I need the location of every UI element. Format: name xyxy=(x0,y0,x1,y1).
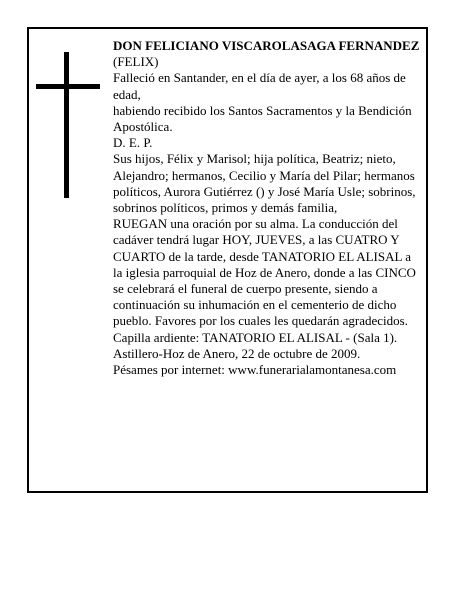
deceased-nickname: (FELIX) xyxy=(113,54,159,70)
rest-in-peace: D. E. P. xyxy=(113,135,153,151)
place-and-date: Astillero-Hoz de Anero, 22 de octubre de 2009. xyxy=(113,345,361,361)
death-announcement: Falleció en Santander, en el día de ayer, a los 68 años de edad, xyxy=(113,70,406,102)
cross-icon xyxy=(36,52,100,198)
condolences-link: Pésames por internet: www.funerarialamontanesa.com xyxy=(113,362,397,378)
family-members: Sus hijos, Félix y Marisol; hija política, Beatriz; nieto, Alejandro; hermanos, Cecilio y María del Pilar; hermanos políticos, Aurora Gutiérrez () y José María Usle; sobrinos, sobrinos políticos, primos y demás familia, xyxy=(113,151,416,216)
obituary-text xyxy=(113,38,423,378)
deceased-name: DON FELICIANO VISCAROLASAGA FERNANDEZ xyxy=(113,38,420,53)
funeral-request: RUEGAN una oración por su alma. La conducción del cadáver tendrá lugar HOY, JUEVES, a las CUATRO Y CUARTO de la tarde, desde TANATORIO EL ALISAL a la iglesia parroquial de Hoz de Anero, donde a las CINCO se celebrará el funeral de cuerpo presente, siendo a continuación su inhumación en el cementerio de dicho pueblo. Favores por los cuales les quedarán agradecidos. Capilla ardiente: TANATORIO EL ALISAL - (Sala 1). xyxy=(113,216,416,345)
sacraments-text: habiendo recibido los Santos Sacramentos y la Bendición Apostólica. xyxy=(113,102,412,135)
cross-vertical-bar xyxy=(64,52,69,198)
cross-horizontal-bar xyxy=(36,84,100,89)
